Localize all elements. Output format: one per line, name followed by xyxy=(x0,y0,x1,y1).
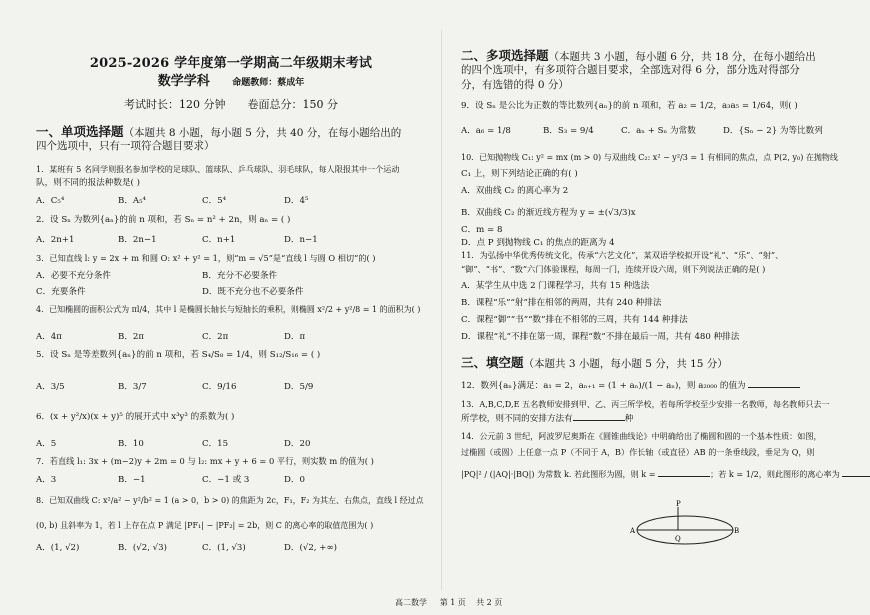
section2-heading: 二、多项选择题 xyxy=(461,48,549,63)
q3-opt-a: A．必要不充分条件 xyxy=(36,271,111,281)
q6-text: 6．(x + y²/x)(x + y)⁵ 的展开式中 x³y³ 的系数为( ) xyxy=(36,412,235,422)
q8-opt-b: B．(√2, √3) xyxy=(118,543,167,553)
q3-opt-c: C．充要条件 xyxy=(36,287,86,297)
section3-heading: 三、填空题 xyxy=(461,355,524,370)
q12-blank xyxy=(748,379,800,388)
q2-opt-a: A．2n+1 xyxy=(36,235,75,245)
subject-line xyxy=(36,70,426,89)
section2-desc-2: 的四个选项中，有多项符合题目要求，全部选对得 6 分，部分选对得部分 xyxy=(461,64,800,76)
q7-opt-a: A．3 xyxy=(36,475,57,485)
q1-opt-b: B．A₅⁴ xyxy=(118,196,147,206)
q5-opt-c: C．9/16 xyxy=(202,382,237,392)
label-b: B xyxy=(734,527,740,535)
q1-line2: 队，则不同的报法种数是( ) xyxy=(36,178,140,188)
q5-text: 5．设 Sₙ 是等差数列{aₙ}的前 n 项和，若 S₄/S₈ = 1/4，则 S₁₂/S₁₆ = ( ) xyxy=(36,350,321,360)
q6-opt-d: D．20 xyxy=(284,439,311,449)
q4-opt-a: A．4π xyxy=(36,332,62,342)
q7-opt-c: C．−1 或 3 xyxy=(202,475,250,485)
q10-line2: C₁ 上，则下列结论正确的有( ) xyxy=(461,169,578,179)
q13-stem: 所学校，则不同的安排方法有 xyxy=(461,414,573,424)
q9-opt-d: D．{Sₙ − 2} 为等比数列 xyxy=(723,126,823,136)
q11-opt-b: B．课程“乐”“射”排在相邻的两周，共有 240 种排法 xyxy=(461,298,662,308)
section1-desc-1: （本题共 8 小题，每小题 5 分，共 40 分，在每小题给出的 xyxy=(123,127,402,139)
label-q: Q xyxy=(675,535,681,543)
teacher-name: 命题教师：蔡成年 xyxy=(232,78,305,88)
q3-opt-d: D．既不充分也不必要条件 xyxy=(202,287,304,297)
q11-line2: “御”、“书”、“数”六门体验课程，每周一门，连续开设六周，则下列说法正确的是( ) xyxy=(461,264,766,274)
q13-line2 xyxy=(461,412,633,425)
q10-opt-a: A．双曲线 C₂ 的离心率为 2 xyxy=(461,186,569,196)
q1-line1: 1．某班有 5 名同学则报名参加学校的足球队、篮球队、乒乓球队、羽毛球队，每人限报其中一个运动 xyxy=(36,164,400,174)
q1-opt-a: A．C₅⁴ xyxy=(36,196,65,206)
q11-opt-c: C．课程“御”“书”“数”排在不相邻的三周，共有 144 种排法 xyxy=(461,315,688,325)
q8-opt-a: A．(1, √2) xyxy=(36,543,80,553)
q11-opt-a: A．某学生从中选 2 门课程学习，共有 15 种选法 xyxy=(461,281,650,291)
q14-line2: 过椭圆（或圆）上任意一点 P（不同于 A，B）作长轴（或直径）AB 的一条垂线段，垂足为 Q，则 xyxy=(461,447,815,457)
q2-opt-b: B．2n−1 xyxy=(118,235,157,245)
q8-line2: (0, b) 且斜率为 1，若 l 上存在点 P 满足 |PF₁| − |PF₂| = 2b，则 C 的离心率的取值范围为( ) xyxy=(36,521,374,530)
section2-desc-3: 分，有选错的得 0 分） xyxy=(461,79,569,91)
section1-desc-2: 四个选项中，只有一项符合题目要求） xyxy=(36,140,215,152)
q1-opt-c: C．5⁴ xyxy=(202,196,227,206)
q2-opt-c: C．n+1 xyxy=(202,235,236,245)
footer-subject: 高二数学 xyxy=(395,598,427,607)
page-footer xyxy=(395,597,502,608)
q13-unit: 种 xyxy=(624,414,634,424)
q4-opt-d: D．π xyxy=(284,332,306,342)
q14-blank-2 xyxy=(842,468,870,477)
section1-heading: 一、单项选择题 xyxy=(36,124,124,139)
q14-stem-a: |PQ|² / (|AQ|·|BQ|) 为常数 k. 若此图形为圆，则 k = xyxy=(461,469,656,479)
q4-opt-c: C．2π xyxy=(202,332,229,342)
q10-opt-d: D．点 P 到抛物线 C₁ 的焦点的距离为 4 xyxy=(461,238,615,248)
exam-info: 考试时长：120 分钟 卷面总分：150 分 xyxy=(124,98,338,111)
q6-opt-b: B．10 xyxy=(118,439,144,449)
q11-opt-d: D．课程“礼”不排在第一周，课程“数”不排在最后一周，共有 480 种排法 xyxy=(461,332,740,342)
q12-stem: 12．数列{aₙ}满足：a₁ = 2，aₙ₊₁ = (1 + aₙ)/(1 − aₙ)，则 a₂₀₀₀ 的值为 xyxy=(461,381,746,391)
q4-text: 4．已知椭圆的面积公式为 πl/4，其中 l 是椭圆长轴长与短轴长的乘积，则椭圆 x²/2 + y²/8 = 1 的面积为( ) xyxy=(36,305,421,314)
footer-total: 共 2 页 xyxy=(476,598,503,607)
q10-opt-b: B．双曲线 C₂ 的渐近线方程为 y = ±(√3/3)x xyxy=(461,208,636,218)
q7-opt-b: B．−1 xyxy=(118,475,146,485)
q14-stem-b: ；若 k = 1/2，则此图形的离心率为 xyxy=(710,469,840,479)
section3-title xyxy=(461,355,728,372)
q10-line1: 10．已知抛物线 C₁: y² = mx (m > 0) 与双曲线 C₂: x² − y²/3 = 1 有相同的焦点，点 P(2, y₀) 在抛物线 xyxy=(461,153,838,162)
label-p: P xyxy=(676,500,681,508)
q6-opt-a: A．5 xyxy=(36,439,57,449)
q8-line1: 8．已知双曲线 C: x²/a² − y²/b² = 1 (a > 0，b > 0) 的焦距为 2c，F₁，F₂ 为其左、右焦点，直线 l 经过点 xyxy=(36,496,424,505)
q8-opt-d: D．(√2, +∞) xyxy=(284,543,337,553)
q8-opt-c: C．(1, √3) xyxy=(202,543,246,553)
q5-opt-b: B．3/7 xyxy=(118,382,147,392)
ellipse-figure xyxy=(630,498,740,552)
q5-opt-d: D．5/9 xyxy=(284,382,314,392)
subject-title: 数学学科 xyxy=(157,74,210,89)
q9-opt-a: A．a₆ = 1/8 xyxy=(461,126,511,136)
q2-text: 2．设 Sₙ 为数列{aₙ}的前 n 项和，若 Sₙ = n² + 2n，则 aₙ = ( ) xyxy=(36,215,291,225)
q9-text: 9．设 Sₙ 是公比为正数的等比数列{aₙ}的前 n 项和，若 a₂ = 1/2，a₃a₅ = 1/64，则( ) xyxy=(461,101,798,111)
q1-opt-d: D．4⁵ xyxy=(284,196,309,206)
q9-opt-b: B．S₃ = 9/4 xyxy=(543,126,594,136)
q7-text: 7．若直线 l₁: 3x + (m−2)y + 2m = 0 与 l₂: mx + y + 6 = 0 平行，则实数 m 的值为( ) xyxy=(36,456,374,466)
q14-line1: 14．公元前 3 世纪，阿波罗尼奥斯在《圆锥曲线论》中明确给出了椭圆和圆的一个基本性质：如图， xyxy=(461,431,822,441)
q9-opt-c: C．aₙ + Sₙ 为常数 xyxy=(621,126,696,136)
q4-opt-b: B．2π xyxy=(118,332,145,342)
q7-opt-d: D．0 xyxy=(284,475,305,485)
q3-text: 3．已知直线 l: y = 2x + m 和圆 O: x² + y² = 1，则“m = √5”是“直线 l 与圆 O 相切”的( ) xyxy=(36,253,376,263)
section3-desc: （本题共 3 小题，每小题 5 分，共 15 分） xyxy=(523,358,728,370)
q2-opt-d: D．n−1 xyxy=(284,235,318,245)
label-a: A xyxy=(630,527,636,535)
q14-line3 xyxy=(461,468,870,480)
section2-desc-1: （本题共 3 小题，每小题 6 分，共 18 分，在每小题给出 xyxy=(548,51,816,63)
exam-title: 2025-2026 学年度第一学期高二年级期末考试 xyxy=(89,56,373,71)
q13-blank xyxy=(573,412,625,421)
page-fold xyxy=(441,30,442,590)
footer-page: 第 1 页 xyxy=(439,598,466,607)
q10-opt-c: C．m = 8 xyxy=(461,225,503,235)
q12-text xyxy=(461,379,800,392)
q3-opt-b: B．充分不必要条件 xyxy=(202,271,278,281)
q13-line1: 13．A,B,C,D,E 五名教师安排到甲、乙、丙三所学校，若每所学校至少安排一名教师，每名教师只去一 xyxy=(461,399,830,409)
q14-blank-1 xyxy=(658,468,710,477)
q6-opt-c: C．15 xyxy=(202,439,229,449)
q11-line1: 11．为弘扬中华优秀传统文化，传承“六艺文化”，某双语学校拟开设“礼”、“乐”、“射”、 xyxy=(461,250,784,260)
q5-opt-a: A．3/5 xyxy=(36,382,65,392)
